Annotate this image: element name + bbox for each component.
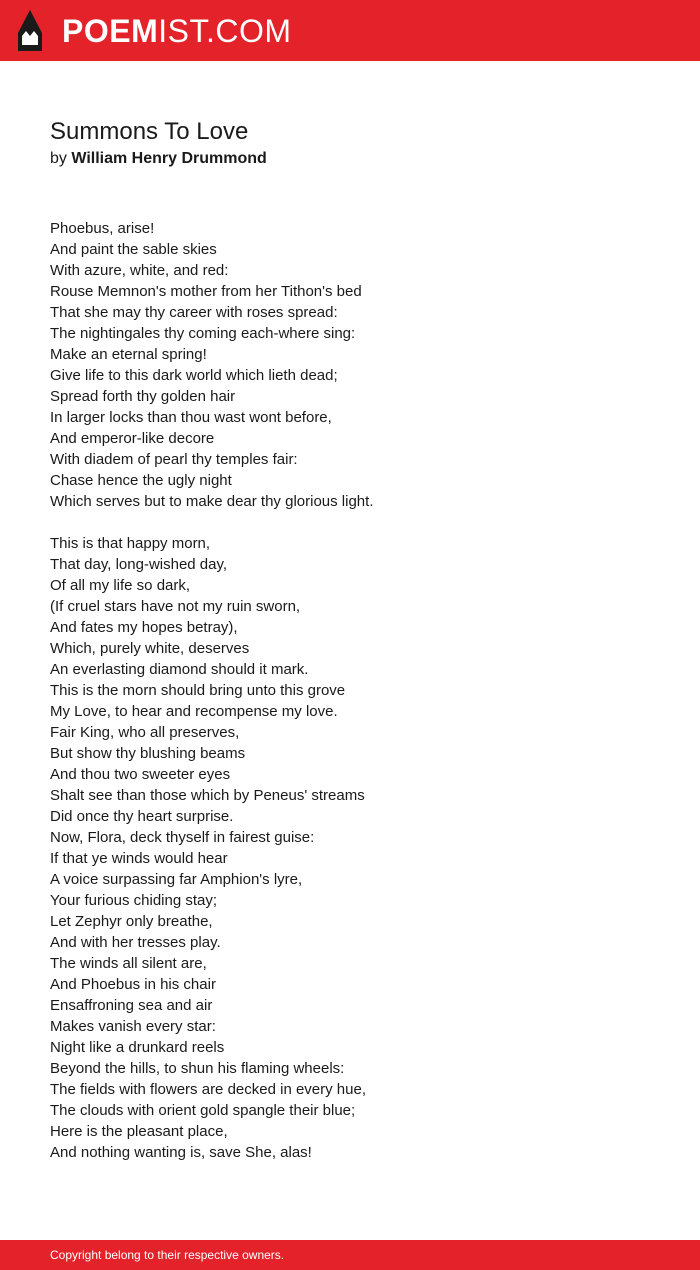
poem-line: That she may thy career with roses spread:: [50, 304, 338, 321]
poem-line: Make an eternal spring!: [50, 346, 207, 363]
poem-line: With azure, white, and red:: [50, 262, 229, 279]
poem-line: Did once thy heart surprise.: [50, 808, 234, 825]
poem-line: The fields with flowers are decked in every hue,: [50, 1081, 366, 1098]
poem-stanza: [50, 533, 650, 1163]
poem-line: (If cruel stars have not my ruin sworn,: [50, 598, 301, 615]
site-header: [0, 0, 700, 61]
poem-line: This is the morn should bring unto this grove: [50, 682, 346, 699]
poem-line: Makes vanish every star:: [50, 1018, 216, 1035]
poem-line: But show thy blushing beams: [50, 745, 246, 762]
poem-line: That day, long-wished day,: [50, 556, 228, 573]
poem-line: And emperor-like decore: [50, 430, 215, 447]
poem-line: And fates my hopes betray),: [50, 619, 238, 636]
poem-line: And with her tresses play.: [50, 934, 221, 951]
poem-line: Ensaffroning sea and air: [50, 997, 213, 1014]
poem-stanza: [50, 218, 650, 512]
poem-line: The clouds with orient gold spangle their blue;: [50, 1102, 356, 1119]
poem-line: Which serves but to make dear thy glorious light.: [50, 493, 374, 510]
site-logo[interactable]: [62, 11, 292, 51]
poem-line: And paint the sable skies: [50, 241, 217, 258]
copyright-text: Copyright belong to their respective owners.: [50, 1248, 285, 1262]
poem-line: And Phoebus in his chair: [50, 976, 216, 993]
poem-title: Summons To Love: [50, 118, 249, 145]
poem-line: Shalt see than those which by Peneus' streams: [50, 787, 365, 804]
poem-line: Give life to this dark world which lieth dead;: [50, 367, 338, 384]
poem-line: Now, Flora, deck thyself in fairest guise:: [50, 829, 315, 846]
poem-line: My Love, to hear and recompense my love.: [50, 703, 338, 720]
poem-line: This is that happy morn,: [50, 535, 211, 552]
poem-line: An everlasting diamond should it mark.: [50, 661, 309, 678]
poem-line: Phoebus, arise!: [50, 220, 155, 237]
poem-line: Let Zephyr only breathe,: [50, 913, 213, 930]
poem-line: Which, purely white, deserves: [50, 640, 250, 657]
poem-line: Chase hence the ugly night: [50, 472, 232, 489]
poem-line: And thou two sweeter eyes: [50, 766, 231, 783]
byline: [50, 149, 267, 169]
poem-line: Rouse Memnon's mother from her Tithon's bed: [50, 283, 362, 300]
poem-body: [50, 218, 650, 1184]
poem-line: Night like a drunkard reels: [50, 1039, 225, 1056]
poem-line: The nightingales thy coming each-where sing:: [50, 325, 356, 342]
poem-line: Of all my life so dark,: [50, 577, 191, 594]
poem-line: A voice surpassing far Amphion's lyre,: [50, 871, 303, 888]
pencil-icon[interactable]: [17, 9, 43, 52]
site-footer: [0, 1240, 700, 1270]
brand-bold: POEM: [62, 13, 159, 49]
poem-line: If that ye winds would hear: [50, 850, 228, 867]
poem-line: Here is the pleasant place,: [50, 1123, 228, 1140]
poem-line: Beyond the hills, to shun his flaming wheels:: [50, 1060, 345, 1077]
brand-light: IST.COM: [158, 13, 292, 49]
poem-line: Fair King, who all preserves,: [50, 724, 240, 741]
poem-line: With diadem of pearl thy temples fair:: [50, 451, 298, 468]
author-name: William Henry Drummond: [71, 150, 267, 167]
by-label: by: [50, 150, 67, 167]
poem-line: The winds all silent are,: [50, 955, 207, 972]
poem-line: And nothing wanting is, save She, alas!: [50, 1144, 312, 1161]
poem-line: In larger locks than thou wast wont before,: [50, 409, 332, 426]
poem-line: Your furious chiding stay;: [50, 892, 218, 909]
poem-line: Spread forth thy golden hair: [50, 388, 236, 405]
